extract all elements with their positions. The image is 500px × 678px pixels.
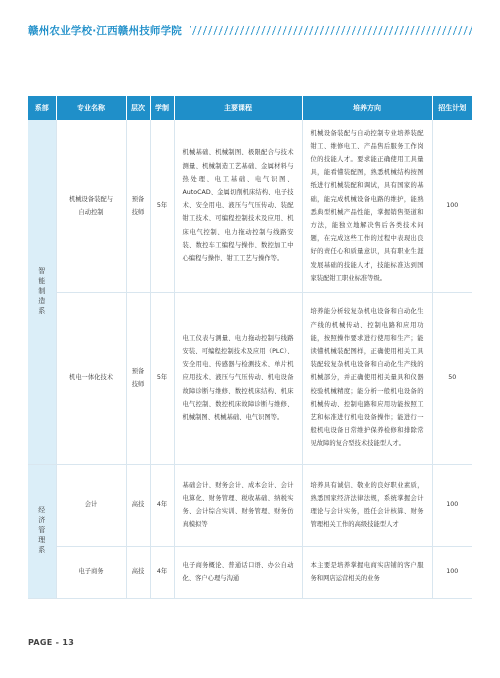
- years-cell: 4年: [150, 546, 174, 598]
- level-cell: 高技: [126, 546, 150, 598]
- courses-cell: 电子商务概论、普通话口语、办公自动化、客户心理与沟通: [174, 546, 302, 598]
- direction-cell: 培养具有诚信、敬业的良好职业素质，熟悉国家经济法律法规，系统掌握会计理论与会计实务，胜任会计核算、财务管理相关工作的高级技能型人才: [302, 464, 432, 546]
- dept-cell: [28, 120, 56, 464]
- quota-cell: 50: [432, 292, 472, 464]
- direction-cell: 培养能分析较复杂机电设备和自动化生产线的机械传动、控制电路和应用功能，按照操作要求进行使用和生产；能读懂机械装配图样，正确使用相关工具装配较复杂机电设备和自动化生产线的机械部分，并正确使用相关量具和仪器校验机械精度；能分析一般机电设备的机械传动、控制电路和应用功能按照工艺和标准进行机电设备操作；能进行一般机电设备日常维护保养检修和排除常见故障的复合型技术技能型人才。: [302, 292, 432, 464]
- direction-cell: 机械设备装配与自动控制专业培养装配钳工、维修电工、产品售后服务工作岗位的技能人才。要求能正确使用工具量具，能看懂装配图，熟悉机械结构按图纸进行机械装配和调试，具有国家的基础，能完成机械设备电路的维护，能熟悉典型机械产品性能，掌握销售渠道和方法，能独立地解决售后各类技术问题，在完成这些工作的过程中表现出良好的责任心和质量意识，具有职业生涯发展基础的技能人才，技能标准达到国家装配钳工职业标准等级。: [302, 120, 432, 292]
- table-row: [28, 292, 472, 464]
- page-number: PAGE - 13: [28, 638, 75, 647]
- table-header-row: [28, 96, 472, 120]
- dept-label: 智能制造系: [38, 266, 46, 315]
- school-name: 赣州农业学校·江西赣州技师学院: [28, 24, 182, 37]
- quota-cell: 100: [432, 120, 472, 292]
- column-header-direction: 培养方向: [302, 96, 432, 120]
- years-cell: 4年: [150, 464, 174, 546]
- major-cell: 机械设备装配与自动控制: [56, 120, 126, 292]
- curriculum-table: [28, 96, 472, 599]
- column-header-level: 层次: [126, 96, 150, 120]
- table-row: [28, 546, 472, 598]
- table-row: [28, 120, 472, 292]
- column-header-years: 学制: [150, 96, 174, 120]
- level-cell: 高技: [126, 464, 150, 546]
- column-header-quota: 招生计划: [432, 96, 472, 120]
- quota-cell: 100: [432, 464, 472, 546]
- level-cell: 预备技师: [126, 292, 150, 464]
- courses-cell: 机械基础、机械制图、极限配合与技术测量、机械制造工艺基础、金属材料与热处理、电工基础、电气识图、AutoCAD、金属切削机床结构、电子技术、安全用电、液压与气压传动、装配钳工技术、可编程控制技术及应用、机床电气控制、电力拖动控制与线路安装、数控车工编程与操作、数控加工中心编程与操作、钳工工艺与操作等。: [174, 120, 302, 292]
- courses-cell: 基础会计、财务会计、成本会计、会计电算化、财务管理、税收基础、纳税实务、会计综合实训、财务管理、财务仿真模拟等: [174, 464, 302, 546]
- decorative-stripes: [190, 26, 472, 35]
- major-cell: 机电一体化技术: [56, 292, 126, 464]
- column-header-major: 专业名称: [56, 96, 126, 120]
- page-header: [28, 20, 472, 40]
- major-cell: 电子商务: [56, 546, 126, 598]
- courses-cell: 电工仪表与测量、电力拖动控制与线路安装、可编程控制技术及应用（PLC）、安全用电、传感器与检测技术、单片机应用技术、液压与气压传动、机电设备故障诊断与维修、数控机床结构、机床电气控制、数控机床故障诊断与维修、机械制图、机械基础、电气识图等。: [174, 292, 302, 464]
- quota-cell: 100: [432, 546, 472, 598]
- major-cell: 会计: [56, 464, 126, 546]
- dept-label: 经济管理系: [38, 505, 46, 554]
- level-cell: 预备技师: [126, 120, 150, 292]
- column-header-dept: 系部: [28, 96, 56, 120]
- dept-cell: [28, 464, 56, 598]
- years-cell: 5年: [150, 292, 174, 464]
- table-row: [28, 464, 472, 546]
- years-cell: 5年: [150, 120, 174, 292]
- column-header-courses: 主要课程: [174, 96, 302, 120]
- direction-cell: 本主要是培养掌握电商实店铺的客户服务和网店运营相关的业务: [302, 546, 432, 598]
